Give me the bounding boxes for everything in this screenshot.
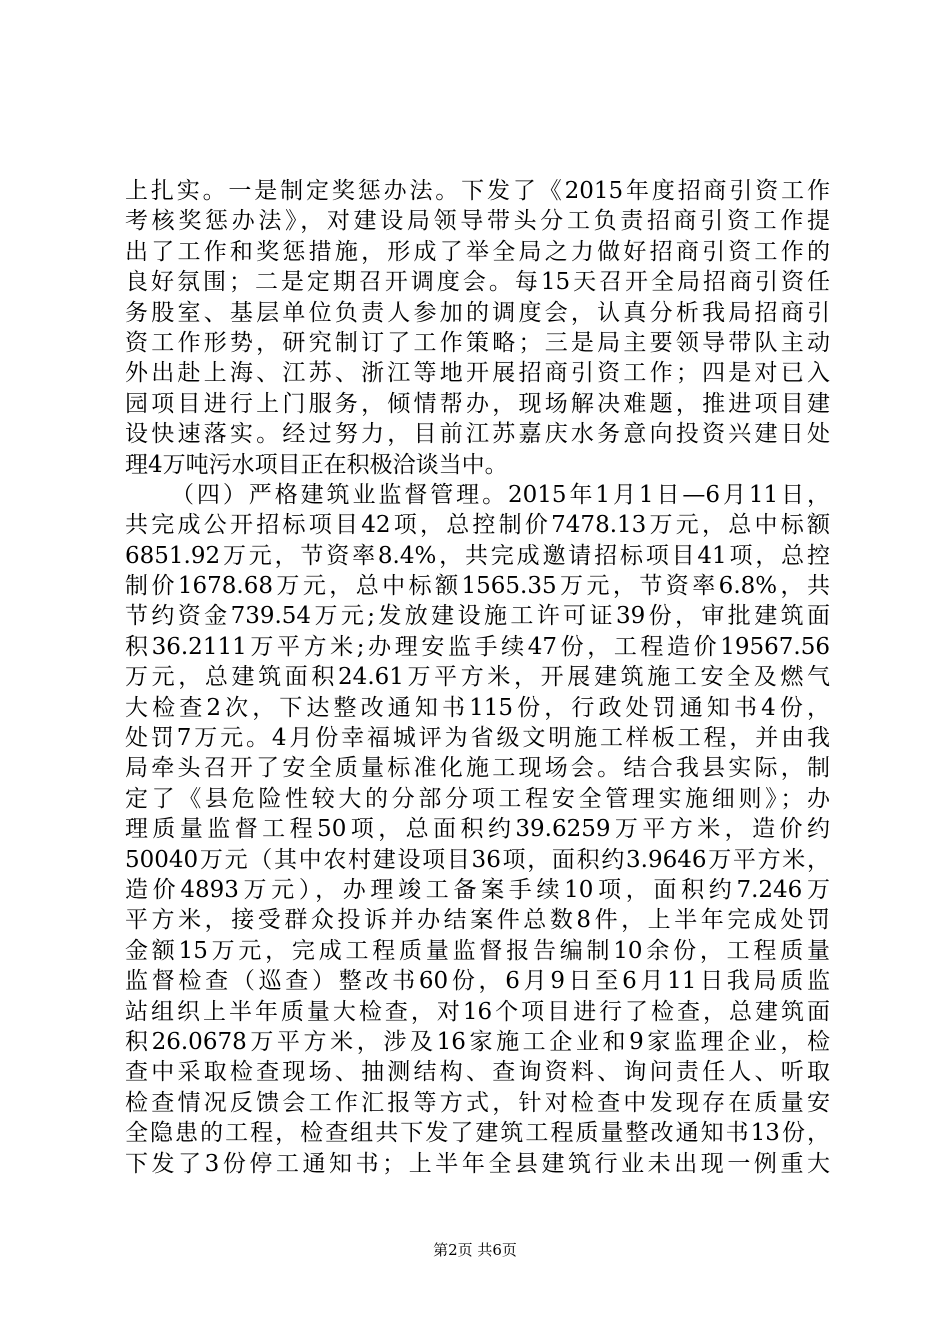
text-line: 上扎实。一是制定奖惩办法。下发了《2015年度招商引资工作 — [125, 178, 830, 204]
text-line: 全隐患的工程，检查组共下发了建筑工程质量整改通知书13份， — [125, 1120, 830, 1147]
text-line: 6851.92万元，节资率8.4%，共完成邀请招标项目41项，总控 — [125, 542, 830, 569]
text-line: 50040万元（其中农村建设项目36项，面积约3.9646万平方米， — [125, 846, 830, 873]
text-line: 下发了3份停工通知书；上半年全县建筑行业未出现一例重大 — [125, 1150, 830, 1177]
text-line: 局牵头召开了安全质量标准化施工现场会。结合我县实际，制 — [125, 755, 830, 782]
text-line: 考核奖惩办法》，对建设局领导带头分工负责招商引资工作提 — [125, 208, 830, 235]
text-line: 务股室、基层单位负责人参加的调度会，认真分析我局招商引 — [125, 299, 830, 326]
text-line: 出了工作和奖惩措施，形成了举全局之力做好招商引资工作的 — [125, 238, 830, 265]
text-line: 站组织上半年质量大检查，对16个项目进行了检查，总建筑面 — [125, 998, 830, 1025]
paragraph — [125, 176, 830, 480]
text-line: 积36.2111万平方米;办理安监手续47份，工程造价19567.56 — [125, 633, 830, 660]
text-line: 设快速落实。经过努力，目前江苏嘉庆水务意向投资兴建日处 — [125, 421, 830, 448]
page-footer: 第2页 共6页 — [433, 1241, 517, 1259]
text-line: 园项目进行上门服务，倾情帮办，现场解决难题，推进项目建 — [125, 390, 830, 417]
text-line: 资工作形势，研究制订了工作策略；三是局主要领导带队主动 — [125, 329, 830, 356]
text-line: （四）严格建筑业监督管理。2015年1月1日—6月11日， — [171, 481, 830, 508]
text-line: 良好氛围；二是定期召开调度会。每15天召开全局招商引资任 — [125, 269, 830, 296]
text-line: 处罚7万元。4月份幸福城评为省级文明施工样板工程，并由我 — [125, 725, 830, 752]
text-line: 金额15万元，完成工程质量监督报告编制10余份，工程质量 — [125, 937, 830, 964]
text-line: 监督检查（巡查）整改书60份，6月9日至6月11日我局质监 — [125, 968, 830, 995]
text-line: 共完成公开招标项目42项，总控制价7478.13万元，总中标额 — [125, 512, 830, 539]
text-line: 造价4893万元），办理竣工备案手续10项，面积约7.246万 — [125, 876, 830, 903]
text-line: 制价1678.68万元，总中标额1565.35万元，节资率6.8%，共 — [125, 573, 830, 600]
text-line: 定了《县危险性较大的分部分项工程安全管理实施细则》；办 — [125, 785, 830, 812]
text-line: 理4万吨污水项目正在积极洽谈当中。 — [125, 451, 508, 478]
text-line: 平方米，接受群众投诉并办结案件总数8件，上半年完成处罚 — [125, 907, 830, 934]
paragraph — [125, 480, 830, 1179]
text-line: 积26.0678万平方米，涉及16家施工企业和9家监理企业，检 — [125, 1028, 830, 1055]
text-line: 节约资金739.54万元;发放建设施工许可证39份，审批建筑面 — [125, 603, 830, 630]
text-line: 大检查2次，下达整改通知书115份，行政处罚通知书4份， — [125, 694, 830, 721]
text-line: 理质量监督工程50项，总面积约39.6259万平方米，造价约 — [125, 816, 830, 843]
body-text — [125, 176, 830, 1179]
text-line: 查中采取检查现场、抽测结构、查询资料、询问责任人、听取 — [125, 1059, 830, 1086]
text-line: 外出赴上海、江苏、浙江等地开展招商引资工作；四是对已入 — [125, 360, 830, 387]
text-line: 检查情况反馈会工作汇报等方式，针对检查中发现存在质量安 — [125, 1089, 830, 1116]
text-line: 万元，总建筑面积24.61万平方米，开展建筑施工安全及燃气 — [125, 664, 830, 691]
